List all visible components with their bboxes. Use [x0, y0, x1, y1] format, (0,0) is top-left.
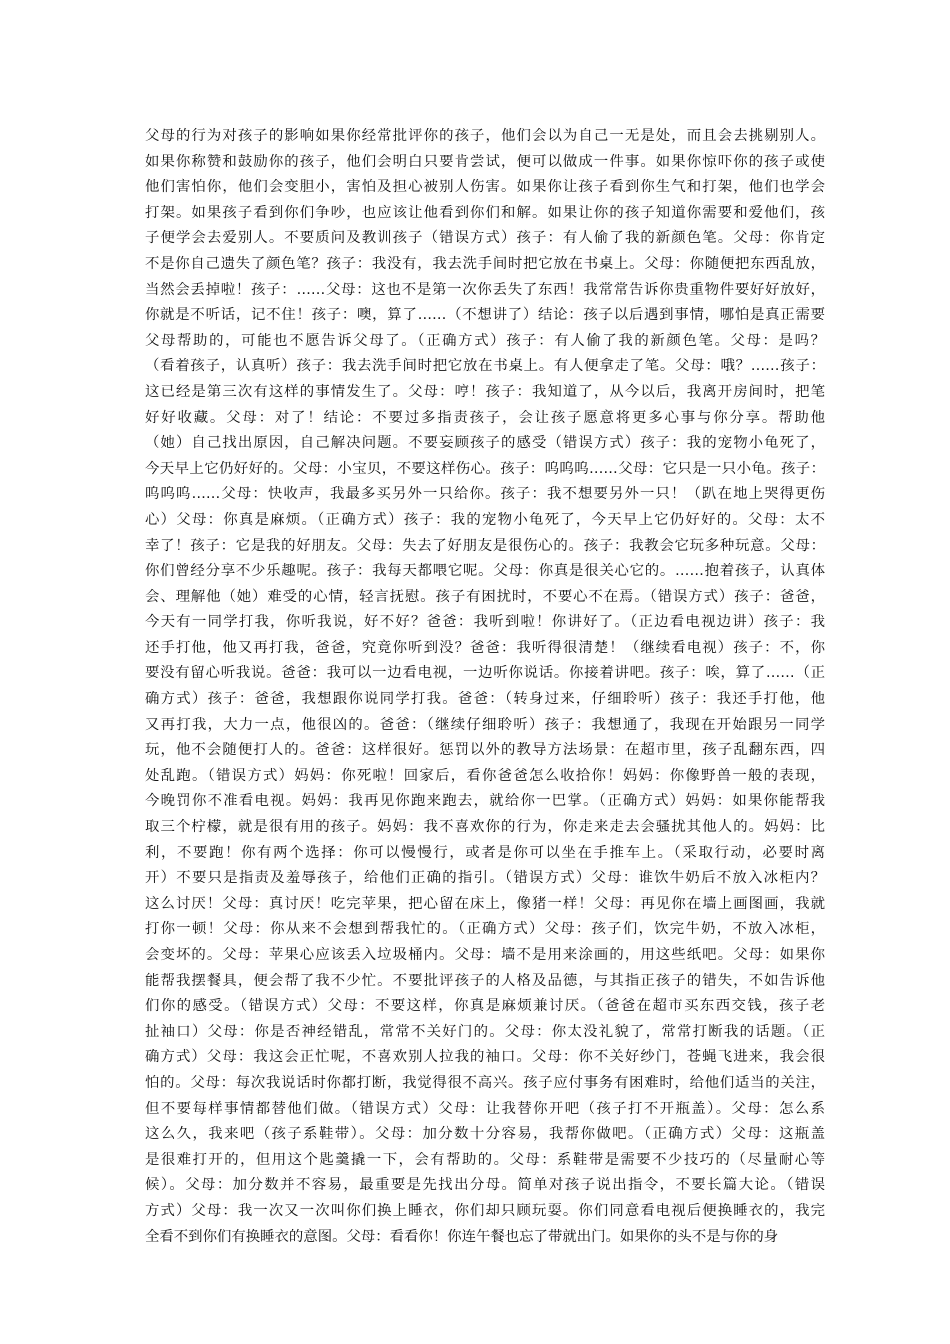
text-line: 父母帮助的，可能也不愿告诉父母了。（正确方式）孩子：有人偷了我的新颜色笔。父母：是吗？ [145, 332, 825, 349]
text-line: 当然会丢掉啦！孩子：……父母：这也不是第一次你丢失了东西！我常常告诉你贵重物件要好好放好， [145, 281, 825, 298]
text-line: 不是你自己遗失了颜色笔？孩子：我没有，我去洗手间时把它放在书桌上。父母：你随便把东西乱放， [145, 255, 825, 272]
text-line: 今天早上它仍好好的。父母：小宝贝，不要这样伤心。孩子：呜呜呜……父母：它只是一只小龟。孩子： [145, 460, 825, 477]
text-line: 利，不要跑！你有两个选择：你可以慢慢行，或者是你可以坐在手推车上。（采取行动，必要时离 [145, 844, 825, 861]
text-line: 还手打他，他又再打我，爸爸，究竟你听到没？爸爸：我听得很清楚！（继续看电视）孩子：不，你 [145, 639, 825, 656]
text-line: 玩，他不会随便打人的。爸爸：这样很好。惩罚以外的教导方法场景：在超市里，孩子乱翻东西，四 [145, 742, 825, 759]
text-line: 这么讨厌！父母：真讨厌！吃完苹果，把心留在床上，像猪一样！父母：再见你在墙上画图画，我就 [145, 895, 825, 912]
text-line: 处乱跑。（错误方式）妈妈：你死啦！回家后，看你爸爸怎么收拾你！妈妈：你像野兽一般的表现， [145, 767, 825, 784]
text-line: 如果你称赞和鼓励你的孩子，他们会明白只要肯尝试，便可以做成一件事。如果你惊吓你的孩子或使 [145, 153, 825, 170]
text-line: 会变坏的。父母：苹果心应该丢入垃圾桶内。父母：墙不是用来涂画的，用这些纸吧。父母：如果你 [145, 947, 825, 963]
text-line: 方式）父母：我一次又一次叫你们换上睡衣，你们却只顾玩耍。你们同意看电视后便换睡衣的，我完 [145, 1202, 825, 1219]
text-line: 他们害怕你，他们会变胆小，害怕及担心被别人伤害。如果你让孩子看到你生气和打架，他们也学会 [145, 179, 825, 196]
text-line: 打架。如果孩子看到你们争吵，也应该让他看到你们和解。如果让你的孩子知道你需要和爱他们，孩 [145, 204, 825, 221]
text-line: 怕的。父母：每次我说话时你都打断，我觉得很不高兴。孩子应付事务有困难时，给他们适当的关注， [145, 1074, 825, 1091]
text-line: 幸了！孩子：它是我的好朋友。父母：失去了好朋友是很伤心的。孩子：我教会它玩多种玩意。父母： [145, 537, 825, 554]
text-line: 确方式）孩子：爸爸，我想跟你说同学打我。爸爸：（转身过来，仔细聆听）孩子：我还手打他，他 [145, 691, 825, 708]
text-line: 子便学会去爱别人。不要质问及教训孩子（错误方式）孩子：有人偷了我的新颜色笔。父母：你肯定 [145, 230, 825, 247]
text-line: 打你一顿！父母：你从来不会想到帮我忙的。（正确方式）父母：孩子们，饮完牛奶，不放入冰柜， [145, 921, 825, 938]
text-line: 取三个柠檬，就是很有用的孩子。妈妈：我不喜欢你的行为，你走来走去会骚扰其他人的。妈妈：比 [145, 819, 825, 836]
text-line: 候）。父母：加分数并不容易，最重要是先找出分母。简单对孩子说出指令，不要长篇大论。（错误 [145, 1177, 825, 1194]
text-line: 要没有留心听我说。爸爸：我可以一边看电视，一边听你说话。你接着讲吧。孩子：唉，算了……（正 [145, 665, 825, 682]
text-line: 扯袖口）父母：你是否神经错乱，常常不关好门的。父母：你太没礼貌了，常常打断我的话题。（正 [145, 1023, 825, 1040]
text-line: 好好收藏。父母：对了！结论：不要过多指责孩子，会让孩子愿意将更多心事与你分享。帮助他 [145, 409, 825, 426]
body-text [145, 124, 825, 1250]
text-line: 会、理解他（她）难受的心情，轻言抚慰。孩子有困扰时，不要心不在焉。（错误方式）孩子：爸爸， [145, 588, 825, 605]
text-line: 又再打我，大力一点，他很凶的。爸爸：（继续仔细聆听）孩子：我想通了，我现在开始跟另一同学 [145, 716, 825, 733]
text-line: 这已经是第三次有这样的事情发生了。父母：哼！孩子：我知道了，从今以后，我离开房间时，把笔 [145, 383, 825, 400]
text-line: 能帮我摆餐具，便会帮了我不少忙。不要批评孩子的人格及品德，与其指正孩子的错失，不如告诉他 [145, 972, 825, 989]
text-line: （看着孩子，认真听）孩子：我去洗手间时把它放在书桌上。有人便拿走了笔。父母：哦？……孩子： [145, 358, 825, 375]
text-line: 你就是不听话，记不住！孩子：噢，算了……（不想讲了）结论：孩子以后遇到事情，哪怕是真正需要 [145, 307, 825, 324]
text-line: 今晚罚你不准看电视。妈妈：我再见你跑来跑去，就给你一巴掌。（正确方式）妈妈：如果你能帮我 [145, 793, 825, 810]
text-line: 呜呜呜……父母：快收声，我最多买另外一只给你。孩子：我不想要另外一只！（趴在地上哭得更伤 [145, 486, 825, 503]
text-line: 全看不到你们有换睡衣的意图。父母：看看你！你连午餐也忘了带就出门。如果你的头不是与你的身 [145, 1228, 779, 1245]
text-line: 今天有一同学打我，你听我说，好不好？爸爸：我听到啦！你讲好了。（正边看电视边讲）孩子：我 [145, 614, 825, 631]
text-line: 父母的行为对孩子的影响如果你经常批评你的孩子，他们会以为自己一无是处，而且会去挑剔别人。 [145, 128, 825, 144]
text-line: 这么久，我来吧（孩子系鞋带）。父母：加分数十分容易，我帮你做吧。（正确方式）父母：这瓶盖 [145, 1126, 825, 1143]
text-line: 确方式）父母：我这会正忙呢，不喜欢别人拉我的袖口。父母：你不关好纱门，苍蝇飞进来，我会很 [145, 1049, 825, 1066]
text-line: 开）不要只是指责及羞辱孩子，给他们正确的指引。（错误方式）父母：谁饮牛奶后不放入冰柜内？ [145, 870, 825, 887]
text-line: 但不要每样事情都替他们做。（错误方式）父母：让我替你开吧（孩子打不开瓶盖）。父母：怎么系 [145, 1100, 825, 1117]
text-line: 你们曾经分享不少乐趣呢。孩子：我每天都喂它呢。父母：你真是很关心它的。……抱着孩子，认真体 [145, 563, 825, 580]
text-line: 心）父母：你真是麻烦。（正确方式）孩子：我的宠物小龟死了，今天早上它仍好好的。父母：太不 [145, 511, 825, 528]
text-line: 是很难打开的，但用这个匙羹撬一下，会有帮助的。父母：系鞋带是需要不少技巧的（尽量耐心等 [145, 1151, 825, 1168]
text-line: （她）自己找出原因，自己解决问题。不要妄顾孩子的感受（错误方式）孩子：我的宠物小龟死了， [145, 435, 825, 452]
text-line: 们你的感受。（错误方式）父母：不要这样，你真是麻烦兼讨厌。（爸爸在超市买东西交钱，孩子老 [145, 998, 825, 1015]
